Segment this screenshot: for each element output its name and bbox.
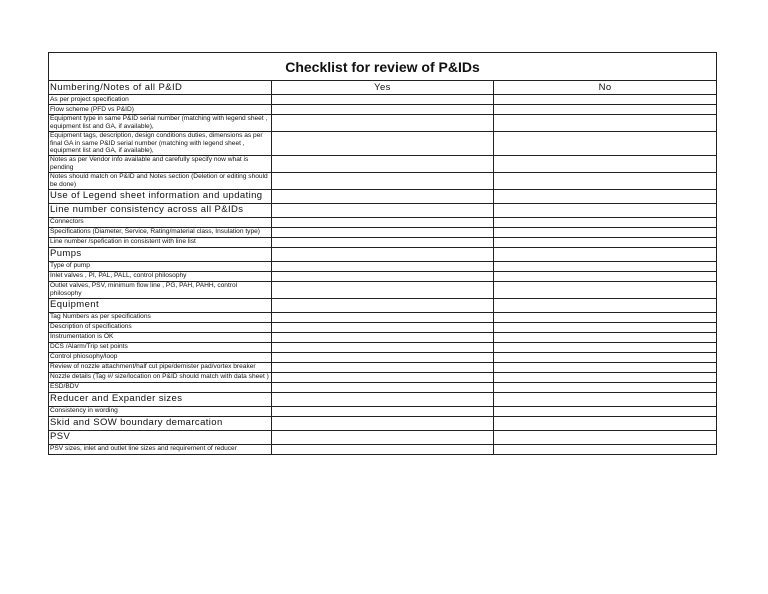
item-label: Notes should match on P&ID and Notes section (Deletion or editing should be done) [49,172,272,189]
no-checkbox-cell[interactable] [494,342,717,352]
section-row [49,392,717,406]
section-heading: PSV [49,430,272,444]
yes-checkbox-cell[interactable] [271,217,494,227]
section-heading: Equipment [49,298,272,312]
item-label: Nozzle details (Tag #/ size/location on P&ID should match with data sheet ) [49,372,272,382]
no-checkbox-cell[interactable] [494,189,717,203]
no-checkbox-cell[interactable] [494,416,717,430]
no-checkbox-cell[interactable] [494,132,717,156]
checklist-row [49,155,717,172]
yes-checkbox-cell[interactable] [271,332,494,342]
checklist-row [49,227,717,237]
no-checkbox-cell[interactable] [494,382,717,392]
no-checkbox-cell[interactable] [494,115,717,132]
section-heading: Reducer and Expander sizes [49,392,272,406]
yes-checkbox-cell[interactable] [271,271,494,281]
checklist-row [49,444,717,454]
item-label: DCS /Alarm/Trip set points [49,342,272,352]
no-checkbox-cell[interactable] [494,430,717,444]
checklist-row [49,217,717,227]
section-row [49,203,717,217]
no-checkbox-cell[interactable] [494,298,717,312]
item-label: Review of nozzle attachment/half cut pipe/demister pad/vortex breaker [49,362,272,372]
item-label: Type of pump [49,261,272,271]
no-checkbox-cell[interactable] [494,261,717,271]
yes-checkbox-cell[interactable] [271,105,494,115]
section-row [49,298,717,312]
section-row [49,416,717,430]
section-heading: Pumps [49,247,272,261]
yes-checkbox-cell[interactable] [271,342,494,352]
checklist-row [49,132,717,156]
no-checkbox-cell[interactable] [494,372,717,382]
section-heading: Use of Legend sheet information and updating [49,189,272,203]
checklist-row [49,322,717,332]
section-heading: Skid and SOW boundary demarcation [49,416,272,430]
item-label: As per project specification [49,95,272,105]
item-label: Inlet valves , PI, PAL, PALL, control philosophy [49,271,272,281]
no-checkbox-cell[interactable] [494,362,717,372]
yes-checkbox-cell[interactable] [271,203,494,217]
yes-checkbox-cell[interactable] [271,444,494,454]
item-label: Control phiosophy/loop [49,352,272,362]
no-checkbox-cell[interactable] [494,95,717,105]
page-title: Checklist for review of P&IDs [49,53,717,81]
no-checkbox-cell[interactable] [494,217,717,227]
yes-checkbox-cell[interactable] [271,416,494,430]
item-label: Notes as per Vendor info available and carefully specify now what is pending [49,155,272,172]
no-checkbox-cell[interactable] [494,392,717,406]
checklist-row [49,406,717,416]
item-label: PSV sizes, inlet and outlet line sizes and requirement of reducer [49,444,272,454]
checklist-row [49,312,717,322]
yes-checkbox-cell[interactable] [271,298,494,312]
item-label: Line number /spefication in consistent with line list [49,237,272,247]
yes-checkbox-cell[interactable] [271,281,494,298]
yes-checkbox-cell[interactable] [271,172,494,189]
item-label: Equipment type in same P&ID serial number (matching with legend sheet , equipment list and GA, if available), [49,115,272,132]
yes-checkbox-cell[interactable] [271,372,494,382]
checklist-row [49,352,717,362]
checklist-row [49,281,717,298]
section-row [49,247,717,261]
checklist-row [49,372,717,382]
yes-checkbox-cell[interactable] [271,430,494,444]
item-label: ESD/BDV [49,382,272,392]
no-checkbox-cell[interactable] [494,172,717,189]
no-checkbox-cell[interactable] [494,203,717,217]
yes-checkbox-cell[interactable] [271,322,494,332]
item-label: Consistency in wording [49,406,272,416]
yes-checkbox-cell[interactable] [271,392,494,406]
yes-checkbox-cell[interactable] [271,115,494,132]
checklist-row [49,237,717,247]
title-row [49,53,717,81]
item-label: Tag Numbers as per specifications [49,312,272,322]
yes-column-header: Yes [271,81,494,95]
no-checkbox-cell[interactable] [494,352,717,362]
yes-checkbox-cell[interactable] [271,95,494,105]
yes-checkbox-cell[interactable] [271,362,494,372]
no-column-header: No [494,81,717,95]
yes-checkbox-cell[interactable] [271,352,494,362]
section-row [49,430,717,444]
item-label: Flow scheme (PFD vs P&ID) [49,105,272,115]
checklist-row [49,95,717,105]
checklist-row [49,342,717,352]
section-heading: Numbering/Notes of all P&ID [49,81,272,95]
checklist-row [49,261,717,271]
yes-checkbox-cell[interactable] [271,132,494,156]
yes-checkbox-cell[interactable] [271,155,494,172]
yes-checkbox-cell[interactable] [271,406,494,416]
yes-checkbox-cell[interactable] [271,382,494,392]
checklist-table [48,52,717,455]
yes-checkbox-cell[interactable] [271,247,494,261]
item-label: Specifications (Diameter, Service, Rating/material class, Insulation type) [49,227,272,237]
checklist-row [49,362,717,372]
no-checkbox-cell[interactable] [494,332,717,342]
item-label: Connectors [49,217,272,227]
checklist-row [49,271,717,281]
yes-checkbox-cell[interactable] [271,237,494,247]
no-checkbox-cell[interactable] [494,155,717,172]
checklist-row [49,382,717,392]
yes-checkbox-cell[interactable] [271,312,494,322]
no-checkbox-cell[interactable] [494,237,717,247]
checklist-sheet [48,52,717,455]
yes-checkbox-cell[interactable] [271,189,494,203]
checklist-row [49,332,717,342]
item-label: Outlet valves, PSV, minimum flow line , PG, PAH, PAHH, control philosophy [49,281,272,298]
section-row [49,81,717,95]
section-heading: Line number consistency across all P&IDs [49,203,272,217]
item-label: Description of specifications [49,322,272,332]
no-checkbox-cell[interactable] [494,312,717,322]
yes-checkbox-cell[interactable] [271,227,494,237]
checklist-row [49,115,717,132]
no-checkbox-cell[interactable] [494,281,717,298]
checklist-row [49,105,717,115]
no-checkbox-cell[interactable] [494,247,717,261]
section-row [49,189,717,203]
item-label: Instrumentation is OK [49,332,272,342]
no-checkbox-cell[interactable] [494,406,717,416]
no-checkbox-cell[interactable] [494,444,717,454]
no-checkbox-cell[interactable] [494,227,717,237]
checklist-row [49,172,717,189]
no-checkbox-cell[interactable] [494,271,717,281]
no-checkbox-cell[interactable] [494,105,717,115]
no-checkbox-cell[interactable] [494,322,717,332]
item-label: Equipment tags, description, design conditions duties, dimensions as per final GA in same P&ID serial number (matching with legend sheet , equipment list and GA, if available), [49,132,272,156]
yes-checkbox-cell[interactable] [271,261,494,271]
